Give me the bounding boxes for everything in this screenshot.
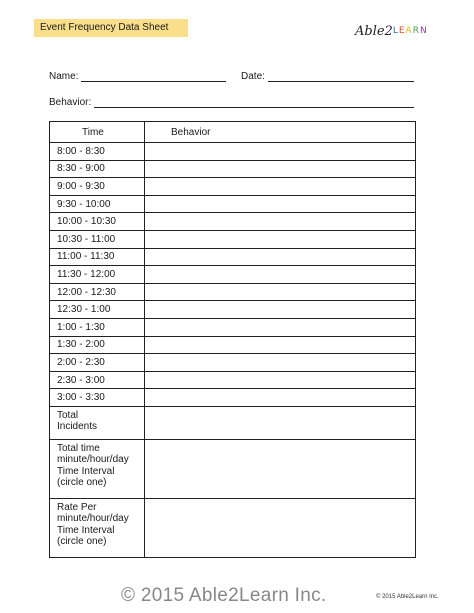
behavior-tally-cell[interactable] [145, 354, 416, 372]
table-header-row [50, 122, 416, 143]
total-time-row [50, 439, 416, 498]
table-row [50, 301, 416, 319]
behavior-column-header: Behavior [145, 122, 416, 143]
behavior-tally-cell[interactable] [145, 266, 416, 284]
rate-per-label: Rate Per minute/hour/day Time Interval (circle one) [50, 498, 145, 557]
table-row [50, 230, 416, 248]
name-field-line[interactable] [81, 71, 226, 82]
table-row [50, 248, 416, 266]
time-column-header: Time [50, 122, 145, 143]
time-slot-label: 1:00 - 1:30 [50, 318, 145, 336]
time-slot-label: 10:00 - 10:30 [50, 213, 145, 231]
behavior-tally-cell[interactable] [145, 301, 416, 319]
table-row [50, 178, 416, 196]
name-date-row [49, 71, 414, 82]
behavior-tally-cell[interactable] [145, 230, 416, 248]
behavior-tally-cell[interactable] [145, 283, 416, 301]
logo-letter: R [412, 26, 420, 36]
behavior-row [49, 97, 414, 108]
logo-letter: N [419, 26, 428, 36]
total-incidents-cell[interactable] [145, 406, 416, 439]
footer-copyright: © 2015 Able2Learn Inc. [376, 594, 439, 600]
time-slot-label: 9:30 - 10:00 [50, 195, 145, 213]
name-label: Name: [49, 71, 79, 82]
behavior-field-line[interactable] [94, 97, 414, 108]
footer-watermark: © 2015 Able2Learn Inc. [121, 585, 327, 606]
time-slot-label: 9:00 - 9:30 [50, 178, 145, 196]
behavior-tally-cell[interactable] [145, 336, 416, 354]
able2learn-logo [355, 19, 428, 43]
time-slot-label: 10:30 - 11:00 [50, 230, 145, 248]
table-row [50, 318, 416, 336]
time-slot-label: 1:30 - 2:00 [50, 336, 145, 354]
date-field-line[interactable] [268, 71, 414, 82]
behavior-tally-cell[interactable] [145, 143, 416, 161]
table-row [50, 283, 416, 301]
time-slot-label: 2:30 - 3:00 [50, 371, 145, 389]
logo-letter: A [405, 26, 413, 36]
logo-learn-letters [393, 26, 428, 36]
total-incidents-label: Total Incidents [50, 406, 145, 439]
table-row [50, 195, 416, 213]
logo-text: Able2 [355, 23, 393, 39]
behavior-tally-cell[interactable] [145, 389, 416, 407]
behavior-tally-cell[interactable] [145, 178, 416, 196]
time-slot-label: 12:30 - 1:00 [50, 301, 145, 319]
behavior-tally-cell[interactable] [145, 195, 416, 213]
data-table [49, 121, 416, 558]
time-slot-label: 8:00 - 8:30 [50, 143, 145, 161]
time-slot-label: 3:00 - 3:30 [50, 389, 145, 407]
date-label: Date: [241, 71, 265, 82]
behavior-label: Behavior: [49, 97, 92, 108]
table-row [50, 336, 416, 354]
behavior-tally-cell[interactable] [145, 160, 416, 178]
rate-per-cell[interactable] [145, 498, 416, 557]
table-row [50, 266, 416, 284]
sheet-title: Event Frequency Data Sheet [34, 19, 188, 37]
table-row [50, 160, 416, 178]
time-slot-label: 11:00 - 11:30 [50, 248, 145, 266]
behavior-tally-cell[interactable] [145, 213, 416, 231]
logo-letter: E [398, 26, 406, 36]
behavior-tally-cell[interactable] [145, 371, 416, 389]
table-row [50, 371, 416, 389]
time-slot-label: 8:30 - 9:00 [50, 160, 145, 178]
table-row [50, 143, 416, 161]
table-row [50, 354, 416, 372]
behavior-tally-cell[interactable] [145, 248, 416, 266]
time-slot-label: 11:30 - 12:00 [50, 266, 145, 284]
time-slot-label: 2:00 - 2:30 [50, 354, 145, 372]
total-time-cell[interactable] [145, 439, 416, 498]
behavior-tally-cell[interactable] [145, 318, 416, 336]
rate-per-row [50, 498, 416, 557]
table-row [50, 389, 416, 407]
total-incidents-row [50, 406, 416, 439]
table-row [50, 213, 416, 231]
total-time-label: Total time minute/hour/day Time Interval (circle one) [50, 439, 145, 498]
logo-letter: L [392, 26, 399, 36]
time-slot-label: 12:00 - 12:30 [50, 283, 145, 301]
